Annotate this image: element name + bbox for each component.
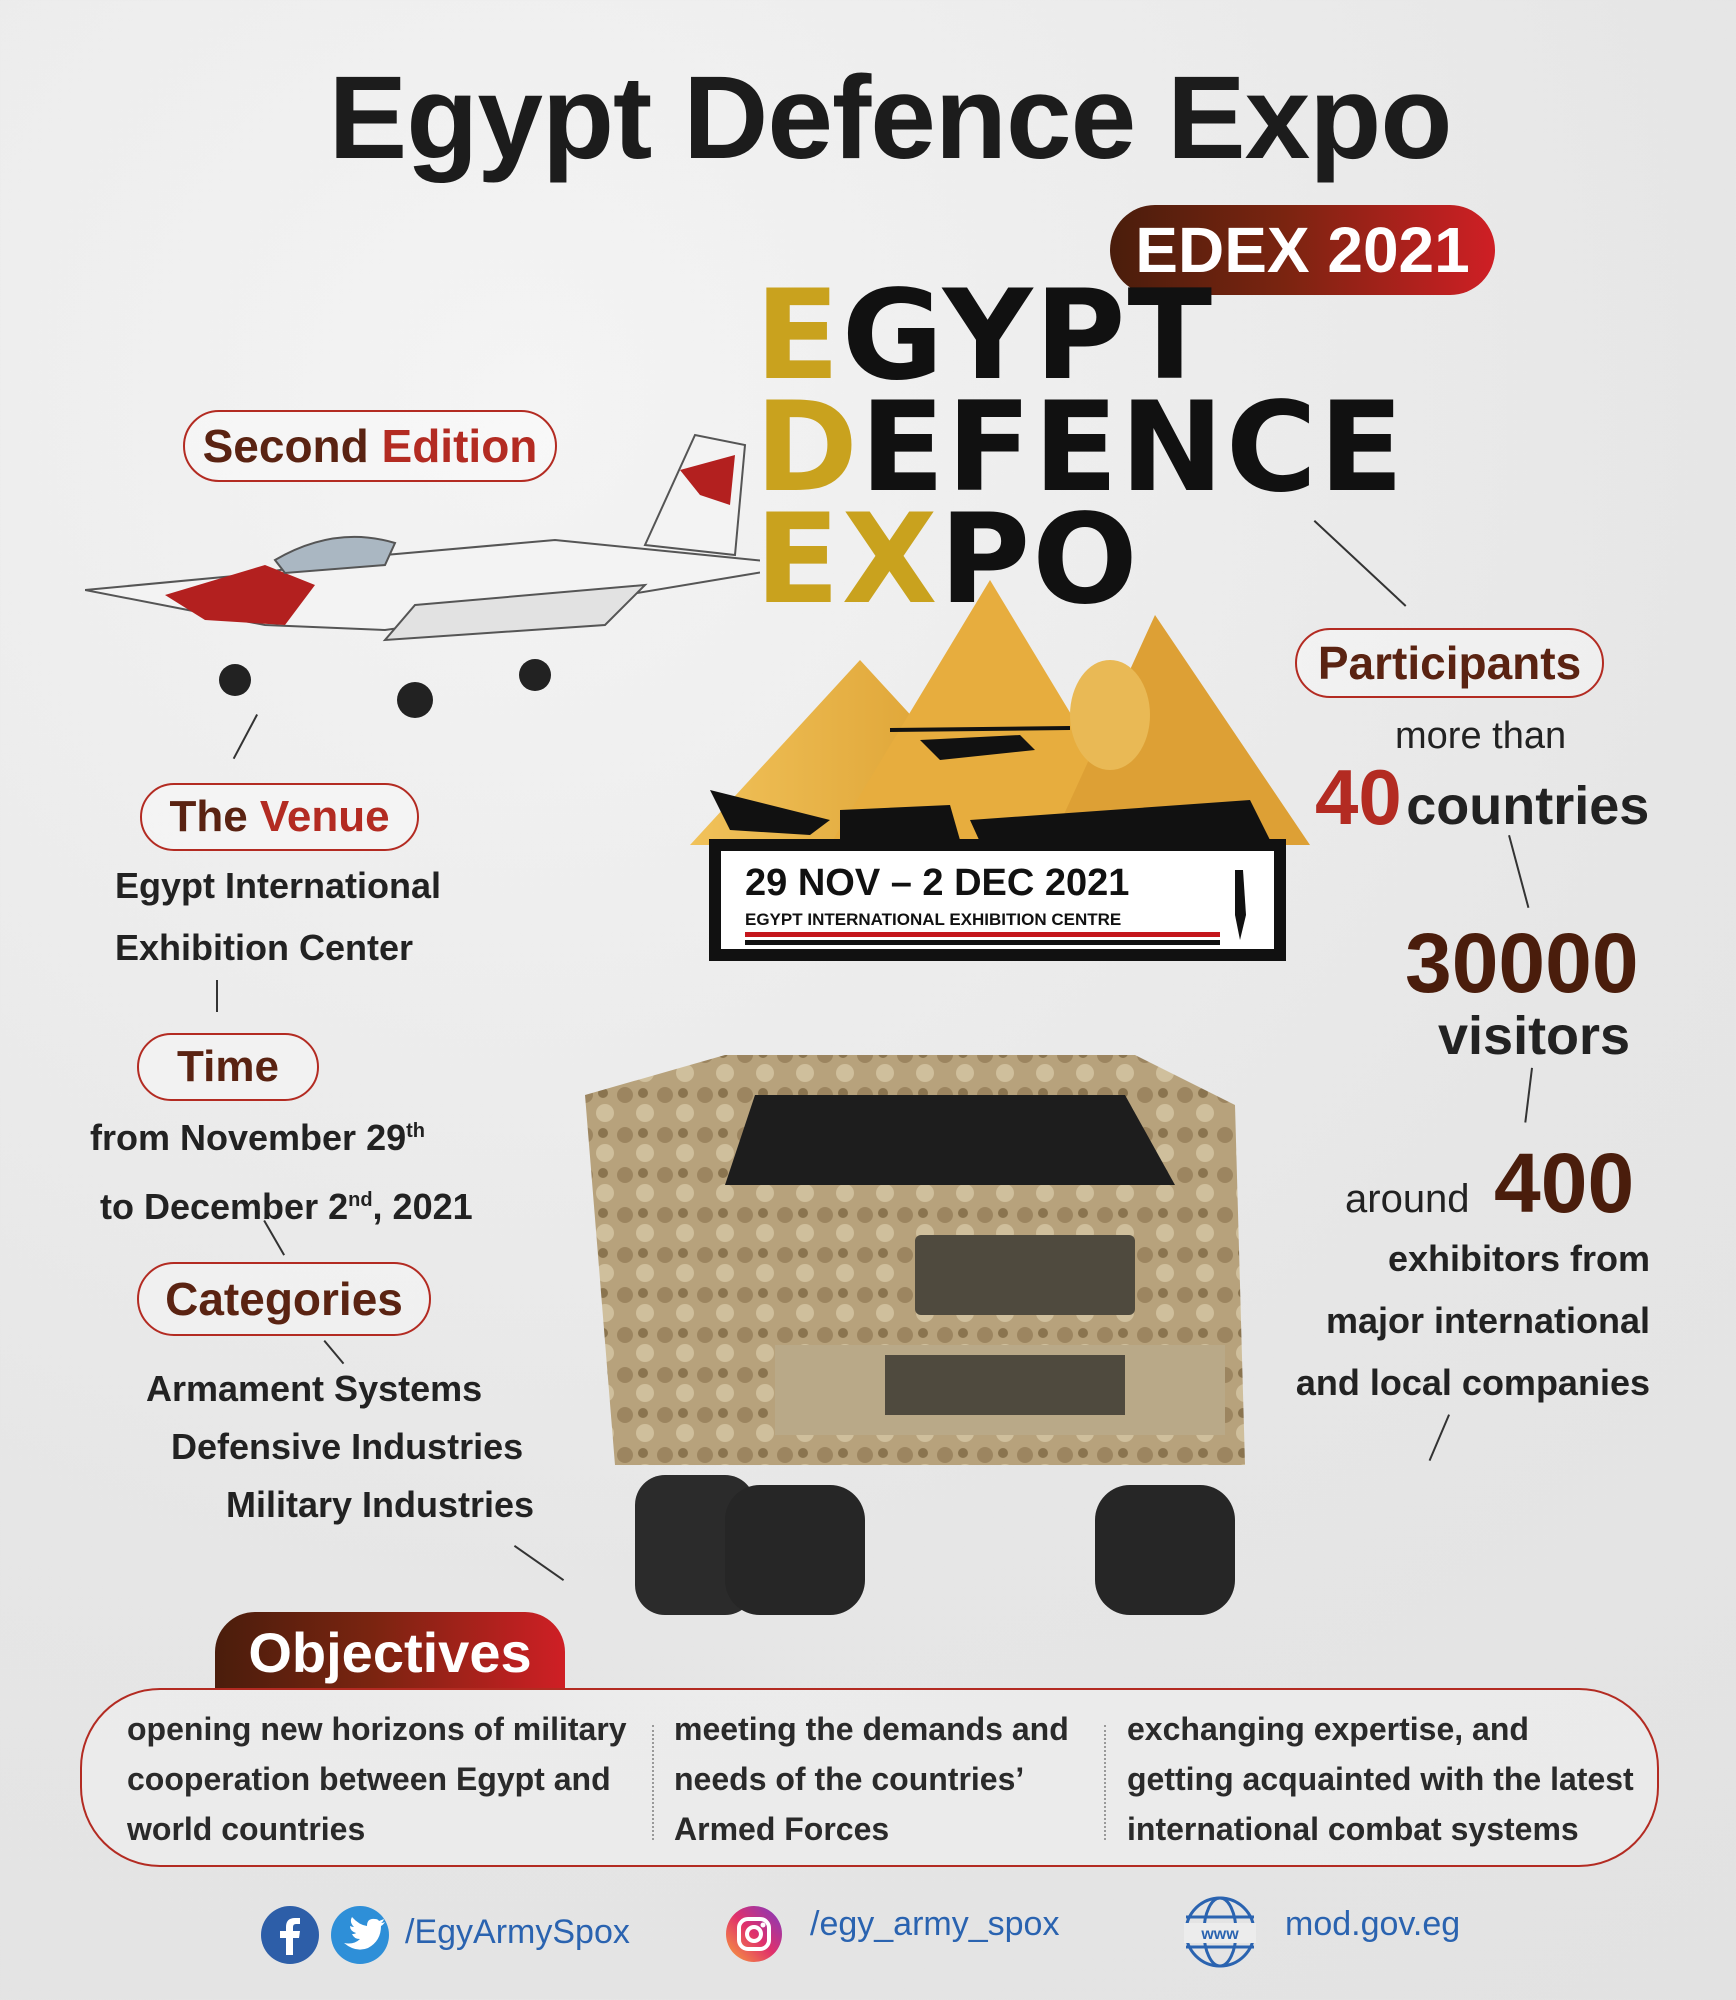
vehicle-windshield: [725, 1095, 1175, 1185]
connector-line: [216, 980, 218, 1012]
countries-number: 40: [1315, 753, 1402, 841]
tank-icon: [840, 805, 960, 842]
expo-logo: [755, 264, 1406, 632]
logo-initial: D: [755, 376, 860, 520]
exhibitors-text: [1285, 1228, 1650, 1414]
edition-badge: EDEX 2021: [1110, 205, 1495, 295]
category-item: Armament Systems: [146, 1368, 483, 1409]
objective-item: [1127, 1704, 1634, 1854]
exhibitors-line: exhibitors from: [1387, 1238, 1650, 1279]
objective-item: [674, 1704, 1069, 1854]
rotor-icon: [890, 728, 1070, 730]
facebook-twitter-handle[interactable]: /EgyArmySpox: [405, 1913, 630, 1951]
armoured-vehicle-image: [575, 1005, 1260, 1620]
logo-word: GYPT: [841, 264, 1215, 408]
time-line-end: [90, 1169, 473, 1238]
flag-stripe-red: [745, 932, 1220, 937]
ordinal-suffix: th: [406, 1120, 425, 1142]
objective-divider: [652, 1725, 654, 1840]
instagram-icon[interactable]: [725, 1905, 783, 1963]
label-word: Time: [177, 1042, 279, 1091]
time-text: [90, 1100, 473, 1238]
objective-line: cooperation between Egypt and: [127, 1761, 611, 1797]
venue-text: [115, 855, 441, 979]
logo-initial: E: [755, 264, 842, 408]
objective-divider: [1104, 1725, 1106, 1840]
more-than-text: more than: [1395, 715, 1567, 757]
objective-line: Armed Forces: [674, 1811, 890, 1847]
participants-label: [1295, 628, 1604, 698]
twitter-icon[interactable]: [330, 1905, 390, 1965]
visitors-word: visitors: [1438, 1006, 1631, 1066]
ordinal-suffix: nd: [348, 1189, 373, 1211]
logo-word: PO: [939, 488, 1140, 632]
second-edition-label: [183, 410, 557, 482]
jet-rear-wheel: [519, 659, 551, 691]
expo-dates: 29 NOV – 2 DEC 2021: [745, 862, 1130, 904]
exhibitors-line: and local companies: [1295, 1362, 1650, 1403]
around-text: around: [1345, 1177, 1470, 1221]
time-year: , 2021: [372, 1186, 473, 1227]
flag-stripe-black: [745, 940, 1220, 945]
label-word: The: [169, 792, 248, 841]
website-link[interactable]: mod.gov.eg: [1285, 1905, 1461, 1943]
venue-label: [140, 783, 419, 851]
label-word: Edition: [381, 420, 538, 472]
connector-line: [1524, 1068, 1533, 1123]
time-line: to December 2: [100, 1186, 349, 1227]
vehicle-front-right-wheel: [1095, 1485, 1235, 1615]
connector-line: [1508, 835, 1529, 908]
objective-line: international combat systems: [1127, 1811, 1579, 1847]
globe-www-icon[interactable]: [1180, 1895, 1260, 1970]
jet-front-wheel: [219, 664, 251, 696]
connector-line: [1429, 1414, 1450, 1461]
sphinx-icon: [1070, 660, 1150, 770]
page-title: Egypt Defence Expo: [328, 52, 1452, 184]
category-item: Defensive Industries: [171, 1426, 524, 1467]
objective-line: opening new horizons of military: [127, 1711, 627, 1747]
connector-line: [514, 1545, 564, 1581]
expo-venue: EGYPT INTERNATIONAL EXHIBITION CENTRE: [745, 910, 1122, 929]
exhibitors-number: 400: [1494, 1136, 1635, 1230]
label-word: Venue: [259, 792, 390, 841]
category-item: Military Industries: [226, 1484, 535, 1525]
objective-item: [127, 1704, 627, 1854]
exhibitors-stat: [1345, 1135, 1634, 1232]
vehicle-front-left-wheel: [725, 1485, 865, 1615]
label-word: Categories: [165, 1273, 403, 1325]
time-line-start: [90, 1100, 473, 1169]
label-word: Participants: [1317, 637, 1582, 689]
time-label: [137, 1033, 319, 1101]
objective-line: needs of the countries’: [674, 1761, 1025, 1797]
time-line: from November 29: [90, 1117, 407, 1158]
countries-stat: [1315, 752, 1649, 843]
instagram-handle[interactable]: /egy_army_spox: [810, 1905, 1060, 1943]
visitors-number: 30000: [1405, 916, 1639, 1010]
countries-word: countries: [1406, 776, 1650, 836]
logo-initial: EX: [755, 488, 940, 632]
facebook-icon[interactable]: [260, 1905, 320, 1965]
logo-word: EFENCE: [859, 376, 1406, 520]
venue-line: Exhibition Center: [115, 927, 414, 968]
category-list: [146, 1360, 534, 1534]
objective-line: world countries: [127, 1811, 366, 1847]
label-word: Second: [202, 420, 369, 472]
objective-line: getting acquainted with the latest: [1127, 1761, 1634, 1797]
objectives-label: Objectives: [215, 1612, 565, 1690]
objective-line: exchanging expertise, and: [1127, 1711, 1529, 1747]
www-text: www: [1201, 1926, 1239, 1943]
jet-main-wheel: [397, 682, 433, 718]
pyramids-illustration: [690, 570, 1315, 990]
flag-stripe-white: [745, 937, 1220, 940]
vehicle-lower-grille: [885, 1355, 1125, 1415]
categories-label: [137, 1262, 431, 1336]
venue-line: Egypt International: [115, 865, 442, 906]
exhibitors-line: major international: [1325, 1300, 1650, 1341]
vehicle-grille: [915, 1235, 1135, 1315]
objective-line: meeting the demands and: [674, 1711, 1069, 1747]
objectives-box: [80, 1688, 1659, 1867]
